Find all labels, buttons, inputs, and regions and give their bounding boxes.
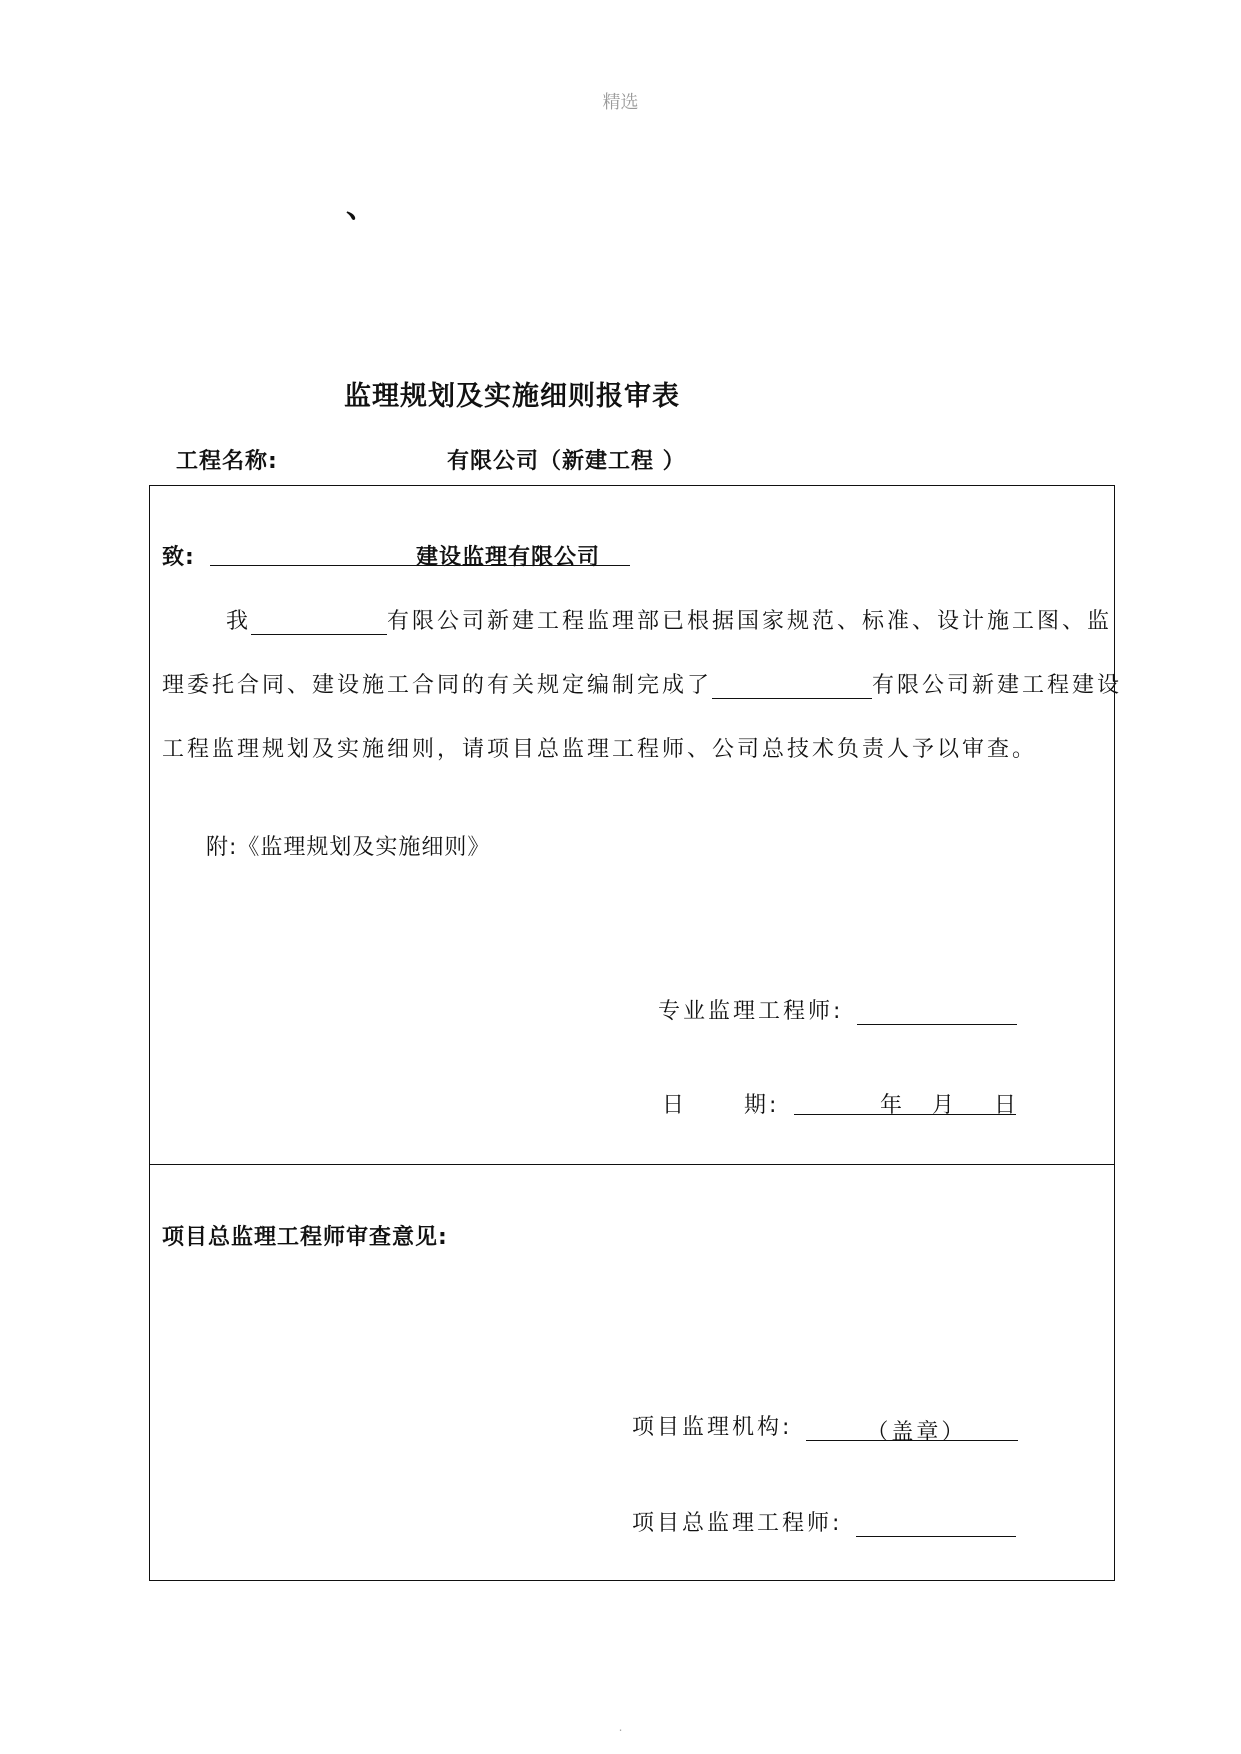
para-line1-rest: 有限公司新建工程监理部已根据国家规范、标准、设计施工图、监 <box>387 609 1113 634</box>
seal-text: （盖章） <box>866 1420 967 1445</box>
chief-engineer-signature-blank <box>856 1510 1016 1537</box>
section-divider <box>150 1164 1114 1165</box>
date-month: 月 <box>932 1093 958 1118</box>
project-name-label: 工程名称: <box>176 449 278 474</box>
date-day: 日 <box>994 1093 1020 1118</box>
engineer-label: 专业监理工程师: <box>658 999 844 1024</box>
form-title: 监理规划及实施细则报审表 <box>344 381 680 412</box>
stray-mark: 、 <box>346 190 376 225</box>
paragraph-line-3: 工程监理规划及实施细则，请项目总监理工程师、公司总技术负责人予以审查。 <box>162 737 1038 762</box>
engineer-signature-blank <box>857 998 1017 1025</box>
chief-engineer-row <box>632 1506 1016 1537</box>
date-day-label: 日 <box>662 1093 688 1118</box>
page-header-mark: 精选 <box>602 92 639 113</box>
paragraph-line-2 <box>162 668 1122 699</box>
attachment-note: 附:《监理规划及实施细则》 <box>206 835 491 860</box>
engineer-signature-row <box>658 994 1017 1025</box>
to-line <box>210 540 630 570</box>
paragraph-line-1 <box>226 604 1112 635</box>
agency-label: 项目监理机构: <box>632 1415 793 1440</box>
blank-company-1 <box>251 608 387 635</box>
to-label: 致: <box>162 545 195 570</box>
page-footer-dot: . <box>618 1720 623 1734</box>
date-qi-label: 期: <box>744 1093 780 1118</box>
para-line2-b: 有限公司新建工程建设 <box>872 673 1123 698</box>
review-heading: 项目总监理工程师审查意见: <box>162 1225 448 1250</box>
date-year: 年 <box>880 1093 906 1118</box>
project-name-value: 有限公司（新建工程 ） <box>447 449 686 474</box>
agency-seal-blank <box>806 1415 1018 1445</box>
blank-company-2 <box>712 672 872 699</box>
para-lead: 我 <box>226 609 252 634</box>
to-value: 建设监理有限公司 <box>210 540 630 566</box>
review-form-table <box>149 485 1123 1581</box>
agency-row <box>632 1410 1018 1445</box>
date-blank <box>794 1088 1020 1118</box>
para-line2-a: 理委托合同、建设施工合同的有关规定编制完成了 <box>162 673 713 698</box>
date-underline <box>794 1088 1020 1118</box>
chief-engineer-label: 项目总监理工程师: <box>632 1511 843 1536</box>
